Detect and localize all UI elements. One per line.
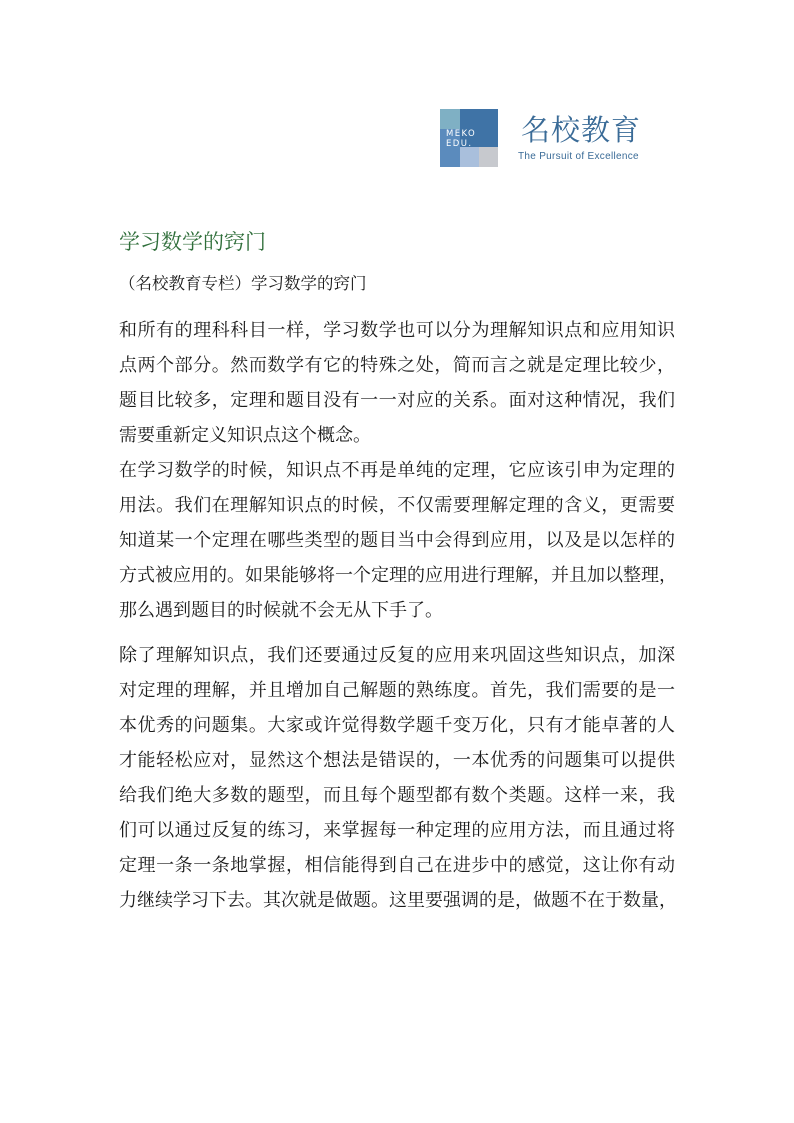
logo-mark-text: MEKO EDU. <box>446 129 477 149</box>
text-line: 定理一条一条地掌握，相信能得到自己在进步中的感觉，这让你有动 <box>119 855 675 876</box>
text-line: 力继续学习下去。其次就是做题。这里要强调的是，做题不在于数量， <box>119 890 677 911</box>
article-paragraph <box>119 453 675 628</box>
logo-tile <box>460 147 479 167</box>
article-body <box>119 313 675 918</box>
text-line: 才能轻松应对，显然这个想法是错误的，一本优秀的问题集可以提供 <box>119 750 675 771</box>
text-line: 在学习数学的时候，知识点不再是单纯的定理，它应该引申为定理的 <box>119 460 675 481</box>
text-line: 和所有的理科科目一样，学习数学也可以分为理解知识点和应用知识 <box>119 320 675 341</box>
text-line: 本优秀的问题集。大家或许觉得数学题千变万化，只有才能卓著的人 <box>119 715 675 736</box>
text-line: 除了理解知识点，我们还要通过反复的应用来巩固这些知识点，加深 <box>119 645 675 666</box>
text-line: 知道某一个定理在哪些类型的题目当中会得到应用，以及是以怎样的 <box>119 530 675 551</box>
text-line: 对定理的理解，并且增加自己解题的熟练度。首先，我们需要的是一 <box>119 680 675 701</box>
brand-logo <box>440 109 680 169</box>
logo-tile <box>440 109 460 129</box>
text-line: 用法。我们在理解知识点的时候，不仅需要理解定理的含义，更需要 <box>119 495 675 516</box>
logo-mark-icon <box>440 109 498 167</box>
brand-slogan: The Pursuit of Excellence <box>518 151 639 162</box>
text-line: 们可以通过反复的练习，来掌握每一种定理的应用方法，而且通过将 <box>119 820 675 841</box>
text-line: 那么遇到题目的时候就不会无从下手了。 <box>119 600 443 621</box>
logo-tile <box>479 147 498 167</box>
text-line: 题目比较多，定理和题目没有一一对应的关系。面对这种情况，我们 <box>119 390 675 411</box>
text-line: 方式被应用的。如果能够将一个定理的应用进行理解，并且加以整理， <box>119 565 677 586</box>
article-subtitle: （名校教育专栏）学习数学的窍门 <box>119 274 367 293</box>
article-title: 学习数学的窍门 <box>119 230 266 254</box>
brand-name: 名校教育 <box>521 113 642 147</box>
text-line: 需要重新定义知识点这个概念。 <box>119 425 371 446</box>
text-line: 给我们绝大多数的题型，而且每个题型都有数个类题。这样一来，我 <box>119 785 675 806</box>
article-paragraph <box>119 313 675 453</box>
article-paragraph <box>119 638 675 918</box>
text-line: 点两个部分。然而数学有它的特殊之处，简而言之就是定理比较少， <box>119 355 675 376</box>
